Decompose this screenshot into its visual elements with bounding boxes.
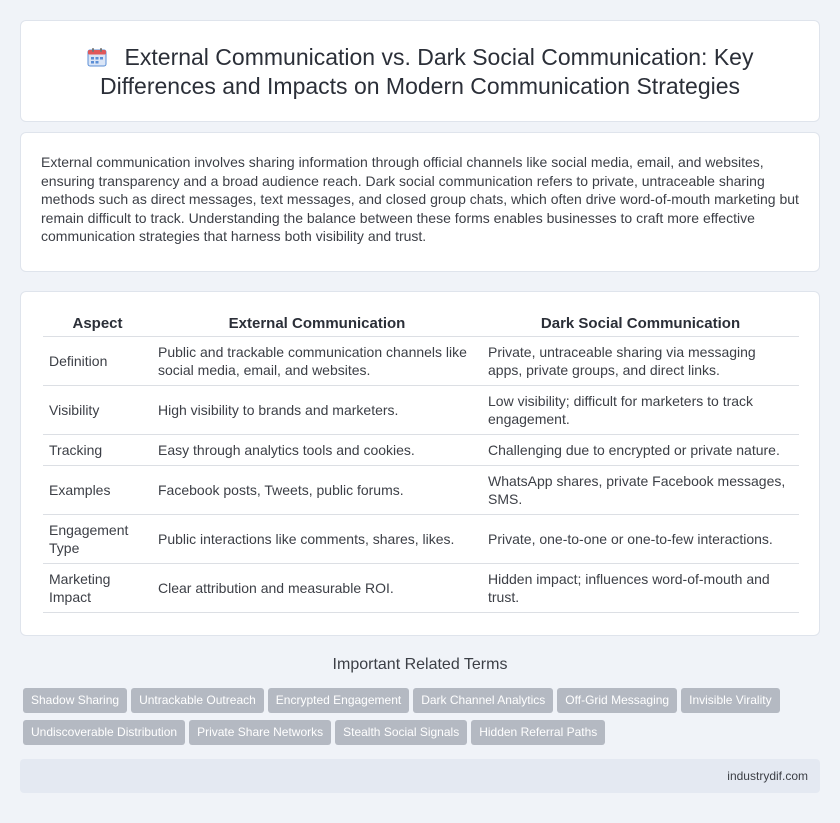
table-header-row: [43, 312, 799, 336]
related-term-tag[interactable]: Untrackable Outreach: [131, 688, 264, 713]
page-title: [61, 43, 779, 101]
row-dark-social: Challenging due to encrypted or private nature.: [482, 434, 799, 465]
related-term-tag[interactable]: Dark Channel Analytics: [413, 688, 553, 713]
row-external: Facebook posts, Tweets, public forums.: [152, 465, 482, 514]
related-term-tag[interactable]: Shadow Sharing: [23, 688, 127, 713]
table-row: [43, 514, 799, 563]
page-title-text: External Communication vs. Dark Social Communication: Key Differences and Impacts on Modern Communication Strategies: [99, 44, 754, 99]
comparison-table: [43, 312, 799, 613]
related-term-tag[interactable]: Undiscoverable Distribution: [23, 720, 185, 745]
header-external: External Communication: [152, 312, 482, 336]
row-aspect: Definition: [43, 336, 152, 385]
row-dark-social: Low visibility; difficult for marketers to track engagement.: [482, 385, 799, 434]
related-term-tag[interactable]: Off-Grid Messaging: [557, 688, 677, 713]
row-aspect: Visibility: [43, 385, 152, 434]
calendar-icon: [87, 45, 107, 65]
table-row: [43, 336, 799, 385]
related-term-tag[interactable]: Invisible Virality: [681, 688, 779, 713]
related-term-tag[interactable]: Hidden Referral Paths: [471, 720, 605, 745]
row-dark-social: Private, untraceable sharing via messaging apps, private groups, and direct links.: [482, 336, 799, 385]
title-card: [20, 20, 820, 122]
related-term-tag[interactable]: Stealth Social Signals: [335, 720, 467, 745]
row-dark-social: Hidden impact; influences word-of-mouth and trust.: [482, 563, 799, 612]
footer-bar: [20, 759, 820, 793]
header-dark-social: Dark Social Communication: [482, 312, 799, 336]
row-aspect: Engagement Type: [43, 514, 152, 563]
related-terms-list: [23, 688, 823, 752]
row-external: Public and trackable communication channels like social media, email, and websites.: [152, 336, 482, 385]
table-row: [43, 385, 799, 434]
header-aspect: Aspect: [43, 312, 152, 336]
comparison-table-card: [20, 291, 820, 636]
intro-card: [20, 132, 820, 272]
intro-paragraph: External communication involves sharing information through official channels like social media, email, and websites, ensuring transparency and a broad audience reach. Dark social communication refers to private, untraceable sharing methods such as direct messages, text messages, and closed group chats, which often drive word-of-mouth marketing but remain difficult to track. Understanding the balance between these forms enables businesses to craft more effective communication strategies that harness both visibility and trust.: [41, 154, 799, 244]
row-aspect: Tracking: [43, 434, 152, 465]
table-row: [43, 563, 799, 612]
row-external: Clear attribution and measurable ROI.: [152, 563, 482, 612]
row-dark-social: Private, one-to-one or one-to-few interactions.: [482, 514, 799, 563]
related-term-tag[interactable]: Private Share Networks: [189, 720, 331, 745]
row-external: Easy through analytics tools and cookies.: [152, 434, 482, 465]
row-external: Public interactions like comments, shares, likes.: [152, 514, 482, 563]
table-row: [43, 465, 799, 514]
row-aspect: Examples: [43, 465, 152, 514]
row-aspect: Marketing Impact: [43, 563, 152, 612]
row-external: High visibility to brands and marketers.: [152, 385, 482, 434]
row-dark-social: WhatsApp shares, private Facebook messages, SMS.: [482, 465, 799, 514]
related-term-tag[interactable]: Encrypted Engagement: [268, 688, 409, 713]
table-row: [43, 434, 799, 465]
related-terms-heading: Important Related Terms: [332, 656, 508, 673]
footer-site-link[interactable]: industrydif.com: [727, 769, 808, 783]
